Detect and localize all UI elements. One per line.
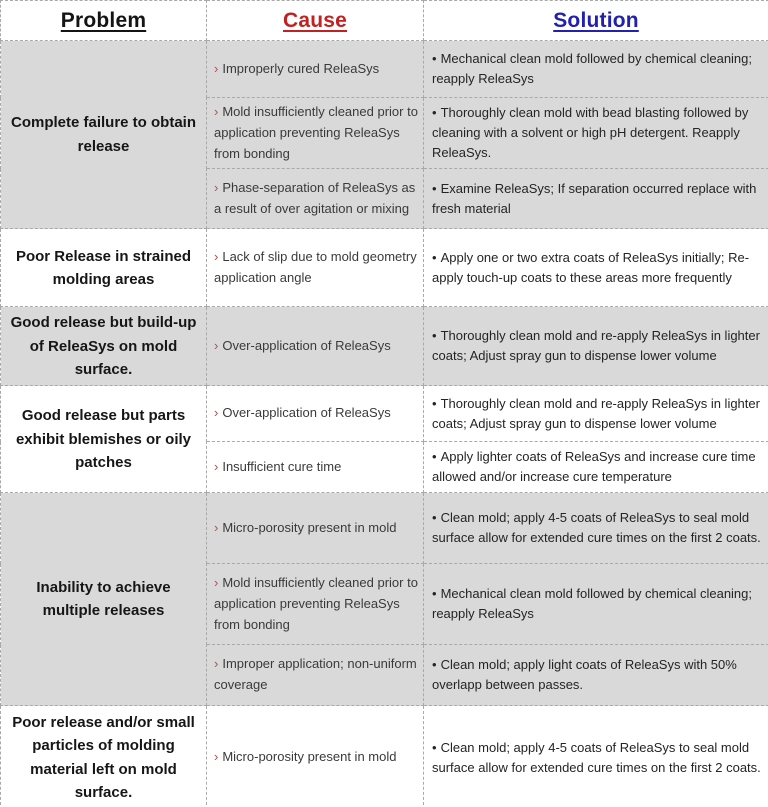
problem-cell: Inability to achieve multiple releases bbox=[1, 493, 207, 706]
solution-text: Thoroughly clean mold with bead blasting followed by cleaning with a solvent or high pH detergent. Reapply ReleaSys. bbox=[432, 104, 749, 161]
cause-cell bbox=[207, 386, 424, 442]
solution-text: Examine ReleaSys; If separation occurred replace with fresh material bbox=[432, 180, 757, 216]
table-row bbox=[1, 706, 768, 807]
solution-bullet-icon: • bbox=[432, 395, 437, 411]
cause-cell bbox=[207, 493, 424, 564]
cause-text: Micro-porosity present in mold bbox=[222, 749, 397, 765]
solution-cell bbox=[424, 307, 768, 386]
cause-bullet-icon: › bbox=[214, 519, 219, 535]
cause-bullet-icon: › bbox=[214, 656, 219, 672]
cause-cell bbox=[207, 442, 424, 493]
solution-cell bbox=[424, 98, 768, 169]
cause-cell bbox=[207, 564, 424, 645]
table-row bbox=[1, 307, 768, 386]
solution-cell bbox=[424, 169, 768, 229]
cause-text: Over-application of ReleaSys bbox=[222, 337, 391, 353]
cause-bullet-icon: › bbox=[214, 574, 219, 590]
solution-bullet-icon: • bbox=[432, 328, 437, 344]
solution-bullet-icon: • bbox=[432, 104, 437, 120]
column-header-solution bbox=[424, 1, 768, 41]
solution-bullet-icon: • bbox=[432, 50, 437, 66]
table-row bbox=[1, 229, 768, 307]
solution-cell bbox=[424, 493, 768, 564]
cause-cell bbox=[207, 229, 424, 307]
solution-header-label: Solution bbox=[553, 8, 639, 32]
cause-bullet-icon: › bbox=[214, 337, 219, 353]
solution-text: Clean mold; apply 4-5 coats of ReleaSys to seal mold surface allow for extended cure times on the first 2 coats. bbox=[432, 739, 761, 775]
cause-text: Mold insufficiently cleaned prior to application preventing ReleaSys from bonding bbox=[214, 104, 418, 161]
solution-text: Thoroughly clean mold and re-apply ReleaSys in lighter coats; Adjust spray gun to dispense lower volume bbox=[432, 395, 760, 431]
cause-text: Insufficient cure time bbox=[222, 458, 342, 474]
cause-cell bbox=[207, 41, 424, 98]
solution-text: Mechanical clean mold followed by chemical cleaning; reapply ReleaSys bbox=[432, 50, 753, 86]
solution-cell bbox=[424, 564, 768, 645]
problem-cell: Good release but build-up of ReleaSys on mold surface. bbox=[1, 307, 207, 386]
table-header-row bbox=[1, 1, 768, 41]
solution-bullet-icon: • bbox=[432, 449, 437, 464]
cause-bullet-icon: › bbox=[214, 458, 219, 474]
solution-bullet-icon: • bbox=[432, 510, 437, 525]
solution-text: Clean mold; apply 4-5 coats of ReleaSys to seal mold surface allow for extended cure times on the first 2 coats. bbox=[432, 510, 761, 546]
solution-cell bbox=[424, 645, 768, 706]
cause-cell bbox=[207, 307, 424, 386]
cause-bullet-icon: › bbox=[214, 405, 219, 421]
solution-cell bbox=[424, 41, 768, 98]
solution-bullet-icon: • bbox=[432, 180, 437, 196]
solution-cell bbox=[424, 386, 768, 442]
column-header-problem bbox=[1, 1, 207, 41]
cause-cell bbox=[207, 645, 424, 706]
cause-header-label: Cause bbox=[282, 8, 348, 32]
cause-cell bbox=[207, 98, 424, 169]
problem-cell: Good release but parts exhibit blemishes or oily patches bbox=[1, 386, 207, 493]
table-row bbox=[1, 386, 768, 442]
solution-cell bbox=[424, 442, 768, 493]
solution-bullet-icon: • bbox=[432, 249, 437, 265]
column-header-cause bbox=[207, 1, 424, 41]
cause-text: Phase-separation of ReleaSys as a result of over agitation or mixing bbox=[214, 180, 416, 216]
table-row bbox=[1, 493, 768, 564]
cause-cell bbox=[207, 169, 424, 229]
problem-cell: Poor Release in strained molding areas bbox=[1, 229, 207, 307]
solution-text: Thoroughly clean mold and re-apply ReleaSys in lighter coats; Adjust spray gun to dispense lower volume bbox=[432, 328, 760, 364]
solution-bullet-icon: • bbox=[432, 586, 437, 601]
solution-text: Apply one or two extra coats of ReleaSys initially; Re-apply touch-up coats to these areas more frequently bbox=[432, 249, 750, 285]
cause-bullet-icon: › bbox=[214, 249, 219, 265]
cause-text: Improper application; non-uniform coverage bbox=[214, 656, 417, 693]
cause-bullet-icon: › bbox=[214, 104, 219, 119]
cause-text: Mold insufficiently cleaned prior to application preventing ReleaSys from bonding bbox=[214, 574, 418, 632]
solution-bullet-icon: • bbox=[432, 739, 437, 755]
cause-cell bbox=[207, 706, 424, 807]
cause-text: Lack of slip due to mold geometry application angle bbox=[214, 249, 417, 285]
solution-bullet-icon: • bbox=[432, 657, 437, 672]
table-row bbox=[1, 41, 768, 98]
solution-text: Apply lighter coats of ReleaSys and increase cure time allowed and/or increase cure temperature bbox=[432, 449, 756, 485]
cause-text: Improperly cured ReleaSys bbox=[222, 60, 380, 76]
solution-cell bbox=[424, 229, 768, 307]
problem-cell: Poor release and/or small particles of molding material left on mold surface. bbox=[1, 706, 207, 807]
solution-cell bbox=[424, 706, 768, 807]
problem-header-label: Problem bbox=[60, 8, 147, 32]
solution-text: Mechanical clean mold followed by chemical cleaning; reapply ReleaSys bbox=[432, 586, 753, 622]
cause-text: Micro-porosity present in mold bbox=[222, 519, 397, 535]
problem-cell: Complete failure to obtain release bbox=[1, 41, 207, 229]
cause-bullet-icon: › bbox=[214, 180, 219, 196]
cause-text: Over-application of ReleaSys bbox=[222, 405, 391, 421]
cause-bullet-icon: › bbox=[214, 749, 219, 765]
cause-bullet-icon: › bbox=[214, 60, 219, 76]
solution-text: Clean mold; apply light coats of ReleaSys with 50% overlapp between passes. bbox=[432, 657, 737, 693]
